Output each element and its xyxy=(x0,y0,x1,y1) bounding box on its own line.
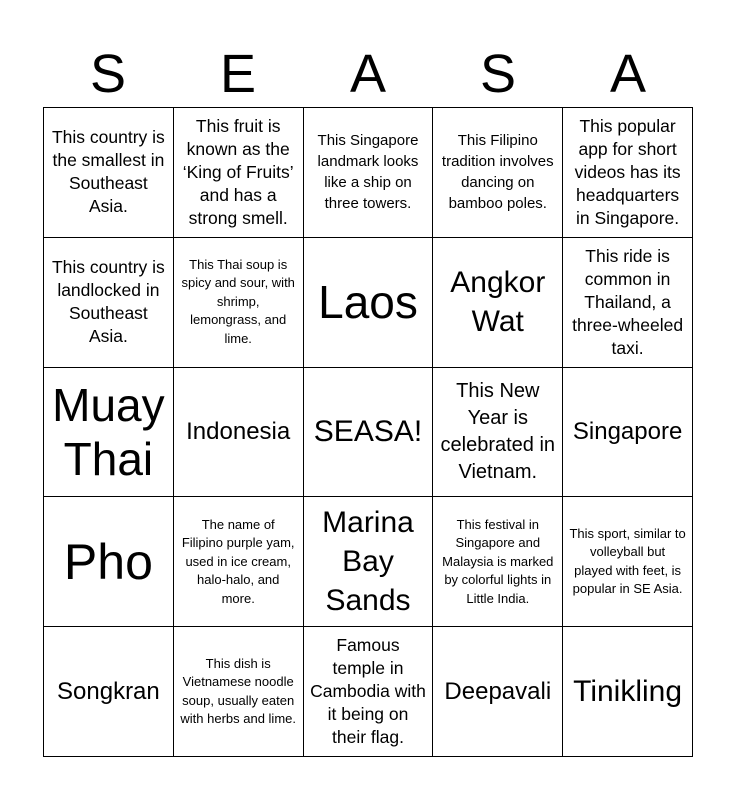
bingo-cell[interactable] xyxy=(304,108,434,238)
bingo-cell[interactable] xyxy=(563,497,693,627)
cell-text: Muay Thai xyxy=(52,378,165,485)
bingo-cell[interactable] xyxy=(304,238,434,368)
cell-text: This popular app for short videos has its headquarters in Singapore. xyxy=(574,115,681,228)
bingo-cell[interactable] xyxy=(174,497,304,627)
bingo-cell[interactable] xyxy=(563,238,693,368)
cell-text: Famous temple in Cambodia with it being on their flag. xyxy=(310,635,426,748)
cell-text: This festival in Singapore and Malaysia is marked by colorful lights in Little India. xyxy=(442,516,554,606)
header-letter-e: E xyxy=(219,44,257,104)
cell-text: This Thai soup is spicy and sour, with shrimp, lemongrass, and lime. xyxy=(181,256,295,346)
bingo-cell[interactable] xyxy=(174,368,304,498)
cell-text: This ride is common in Thailand, a three-wheeled taxi. xyxy=(572,245,684,358)
bingo-cell[interactable] xyxy=(174,108,304,238)
bingo-cell[interactable] xyxy=(44,108,174,238)
bingo-cell[interactable] xyxy=(174,238,304,368)
cell-text: This fruit is known as the ‘King of Fruits’ and has a strong smell. xyxy=(182,115,294,228)
bingo-cell[interactable] xyxy=(304,627,434,757)
header-letter-a: A xyxy=(609,44,647,104)
cell-text: This dish is Vietnamese noodle soup, usually eaten with herbs and lime. xyxy=(180,655,296,727)
bingo-cell[interactable] xyxy=(433,368,563,498)
cell-text: Pho xyxy=(63,533,153,590)
bingo-cell[interactable] xyxy=(174,627,304,757)
cell-text: Angkor Wat xyxy=(450,266,546,339)
bingo-cell[interactable] xyxy=(304,497,434,627)
cell-text: Marina Bay Sands xyxy=(322,506,414,618)
cell-text: Songkran xyxy=(57,677,160,705)
bingo-cell[interactable] xyxy=(304,368,434,498)
bingo-cell[interactable] xyxy=(563,108,693,238)
cell-text: This Singapore landmark looks like a ship on three towers. xyxy=(317,132,419,213)
cell-text: Laos xyxy=(318,276,418,329)
cell-text: This Filipino tradition involves dancing on bamboo poles. xyxy=(441,132,554,213)
cell-text: This country is landlocked in Southeast Asia. xyxy=(51,257,165,347)
cell-text: This New Year is celebrated in Vietnam. xyxy=(440,379,556,483)
bingo-header xyxy=(43,40,693,108)
bingo-cell[interactable] xyxy=(433,627,563,757)
cell-text: This sport, similar to volleyball but played with feet, is popular in SE Asia. xyxy=(569,525,686,597)
cell-text: Deepavali xyxy=(444,677,552,705)
header-letter-s: S xyxy=(89,44,127,104)
bingo-cell[interactable] xyxy=(44,497,174,627)
cell-text: The name of Filipino purple yam, used in ice cream, halo-halo, and more. xyxy=(181,516,295,606)
cell-text: Tinikling xyxy=(573,675,683,709)
bingo-cell[interactable] xyxy=(44,238,174,368)
header-letter-a: A xyxy=(349,44,387,104)
bingo-cell[interactable] xyxy=(433,497,563,627)
cell-text: This country is the smallest in Southeast Asia. xyxy=(51,127,165,217)
bingo-cell[interactable] xyxy=(433,238,563,368)
bingo-cell[interactable] xyxy=(563,627,693,757)
bingo-cell[interactable] xyxy=(44,368,174,498)
header-letter-s: S xyxy=(479,44,517,104)
bingo-cell[interactable] xyxy=(433,108,563,238)
cell-text: Singapore xyxy=(572,417,683,445)
bingo-grid xyxy=(43,107,693,757)
cell-text: SEASA! xyxy=(313,415,423,449)
bingo-cell[interactable] xyxy=(44,627,174,757)
bingo-cell[interactable] xyxy=(563,368,693,498)
cell-text: Indonesia xyxy=(186,417,291,445)
